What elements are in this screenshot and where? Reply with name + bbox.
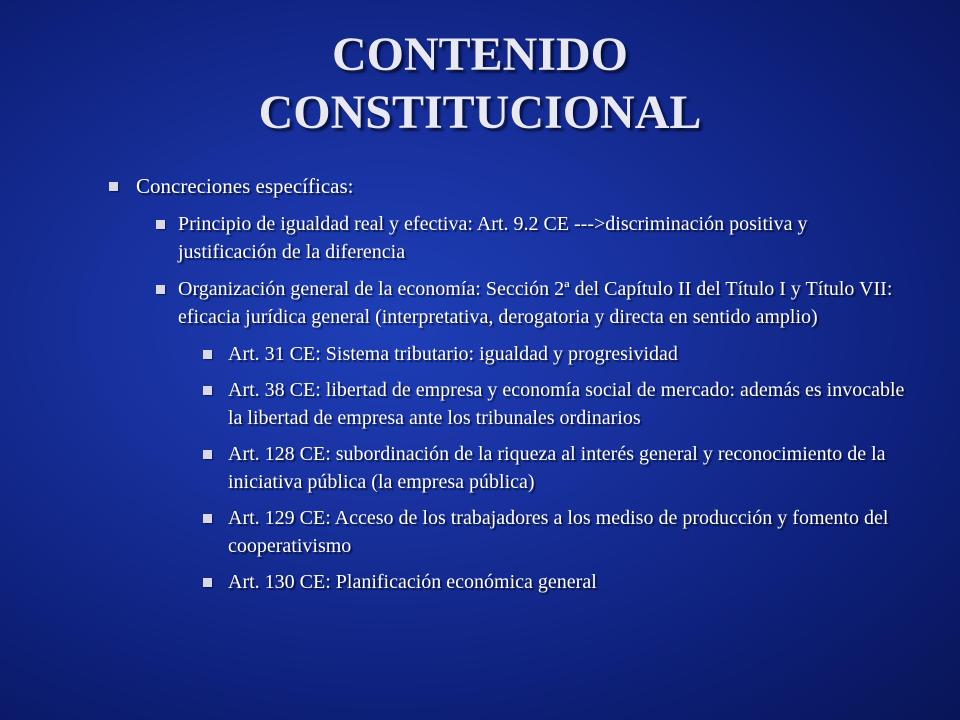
- slide-title: [0, 26, 960, 142]
- list-item: [228, 440, 908, 496]
- list-item-text: Art. 38 CE: libertad de empresa y economía social de mercado: además es invocable la libertad de empresa ante los tribunales ordinarios: [228, 379, 905, 429]
- list-item: [228, 376, 908, 432]
- list-item: [178, 275, 906, 331]
- square-bullet-icon: [203, 350, 212, 359]
- list-item-text: Principio de igualdad real y efectiva: Art. 9.2 CE --->discriminación positiva y justificación de la diferencia: [178, 213, 808, 263]
- list-item: [228, 504, 908, 560]
- square-bullet-icon: [203, 386, 212, 395]
- list-item-text: Art. 130 CE: Planificación económica general: [228, 571, 597, 593]
- list-item: [178, 210, 906, 266]
- list-item-text: Art. 31 CE: Sistema tributario: igualdad y progresividad: [228, 343, 678, 365]
- square-bullet-icon: [203, 450, 212, 459]
- title-line-2: CONSTITUCIONAL: [258, 86, 702, 139]
- bullet-list: [0, 172, 960, 604]
- list-item: [228, 568, 908, 596]
- square-bullet-icon: [156, 285, 165, 294]
- square-bullet-icon: [156, 220, 165, 229]
- square-bullet-icon: [203, 514, 212, 523]
- square-bullet-icon: [109, 182, 118, 191]
- square-bullet-icon: [203, 578, 212, 587]
- list-item: [228, 340, 908, 368]
- title-line-1: CONTENIDO: [331, 28, 629, 81]
- list-item-text: Organización general de la economía: Sección 2ª del Capítulo II del Título I y Título VII: eficacia jurídica general (interpretativa, derogatoria y directa en sentido amplio): [178, 278, 893, 328]
- list-item: [136, 172, 896, 200]
- list-item-text: Concreciones específicas:: [136, 174, 354, 198]
- list-item-text: Art. 128 CE: subordinación de la riqueza al interés general y reconocimiento de la iniciativa pública (la empresa pública): [228, 443, 886, 493]
- list-item-text: Art. 129 CE: Acceso de los trabajadores a los mediso de producción y fomento del cooperativismo: [228, 507, 889, 557]
